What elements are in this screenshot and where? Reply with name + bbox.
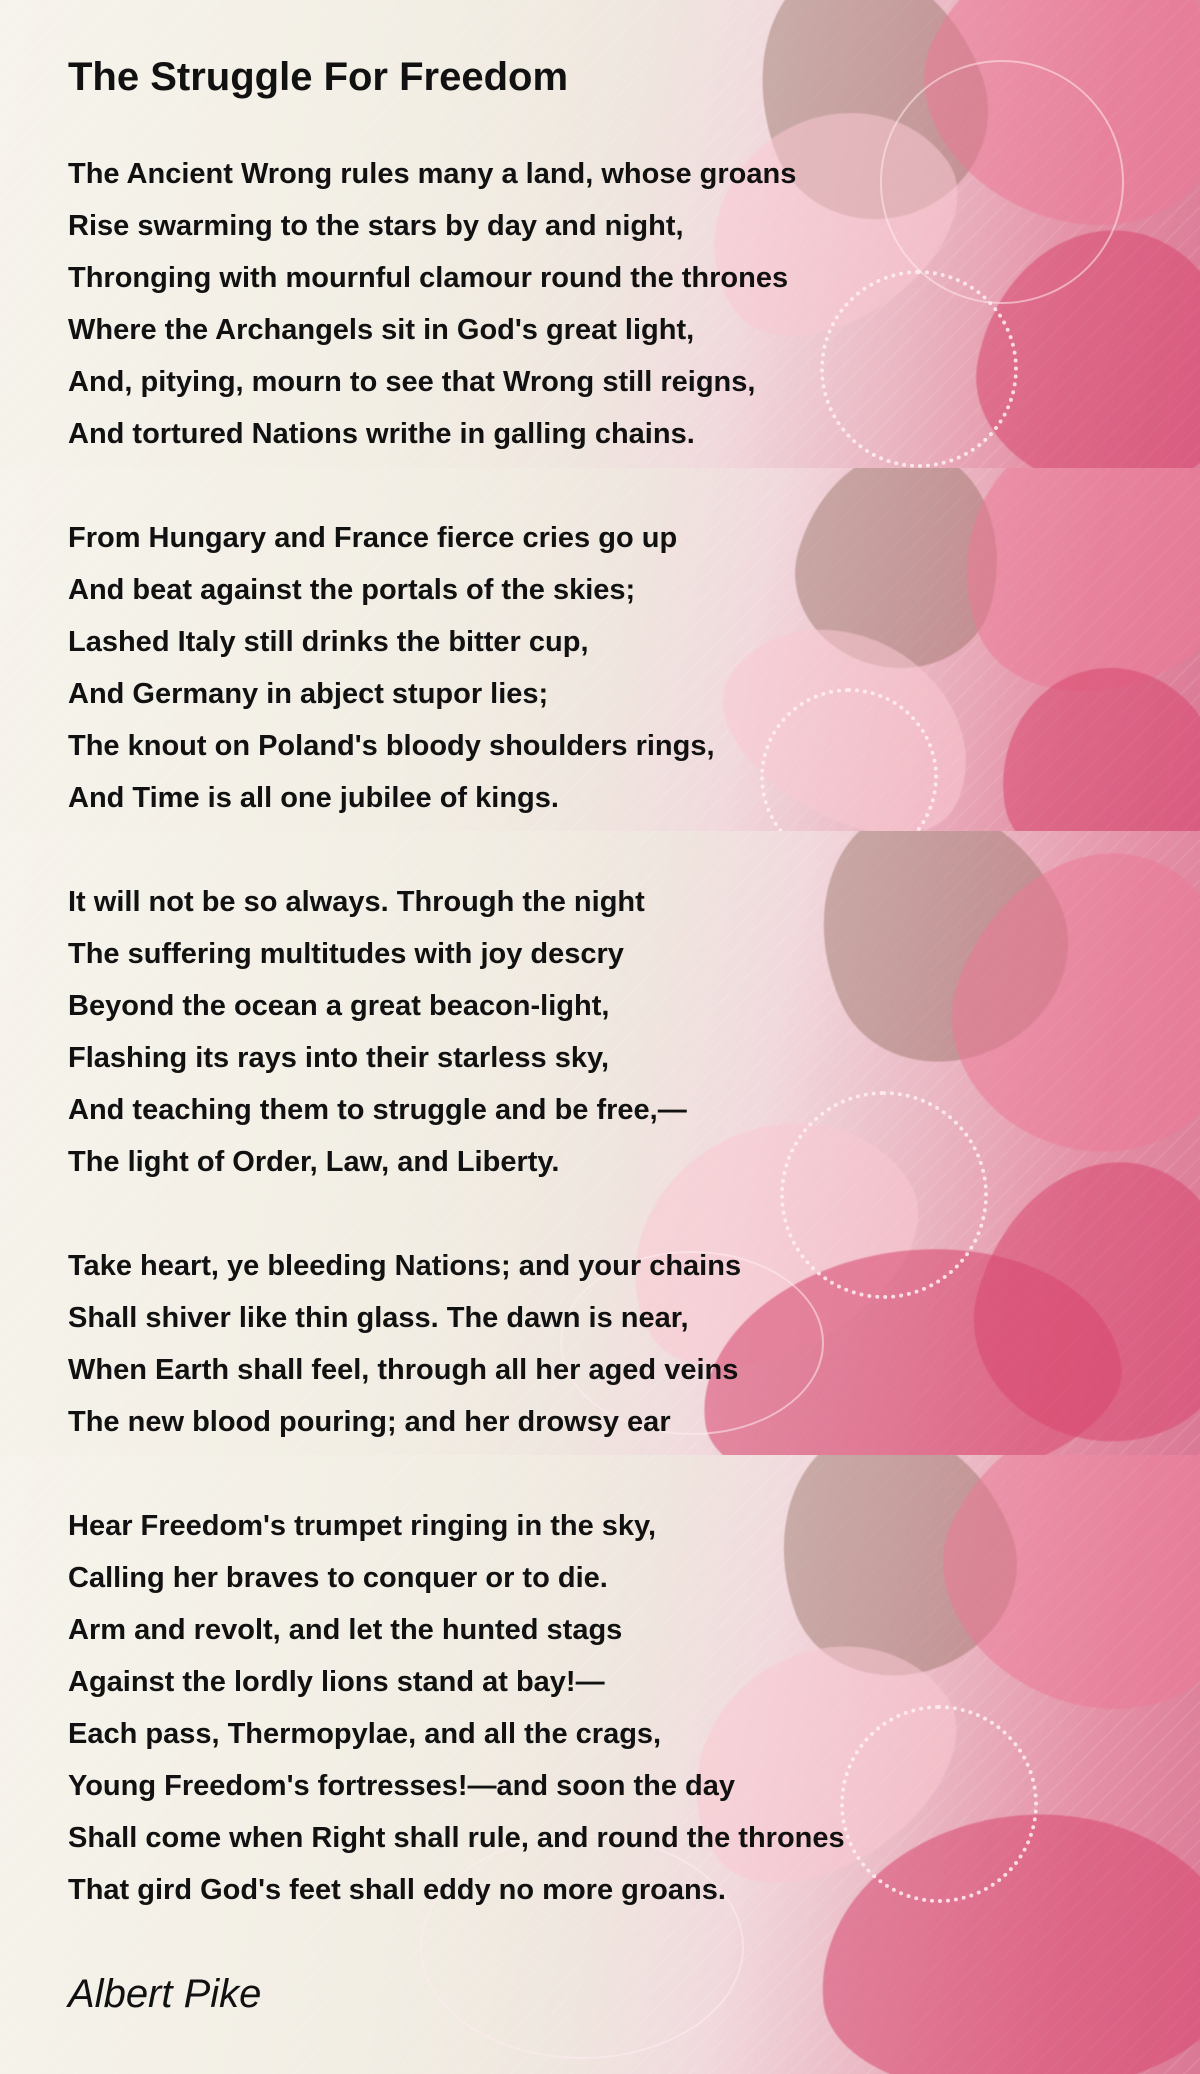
poem-line: Flashing its rays into their starless sky, xyxy=(68,1042,610,1074)
line-swirl xyxy=(880,60,1124,304)
poem-line: The knout on Poland's bloody shoulders rings, xyxy=(68,730,715,762)
poem-line: Calling her braves to conquer or to die. xyxy=(68,1562,608,1594)
dotted-swirl xyxy=(840,1705,1038,1903)
poem-line: Young Freedom's fortresses!—and soon the day xyxy=(68,1770,736,1802)
poem-line: And teaching them to struggle and be free,— xyxy=(68,1094,687,1126)
petal-shape xyxy=(984,650,1200,831)
poem-line: From Hungary and France fierce cries go up xyxy=(68,522,678,554)
poem-line: Arm and revolt, and let the hunted stags xyxy=(68,1614,623,1646)
poem-line: Where the Archangels sit in God's great light, xyxy=(68,314,695,346)
poem-author: Albert Pike xyxy=(68,1972,262,2016)
poem-line: That gird God's feet shall eddy no more groans. xyxy=(68,1874,726,1906)
stanza-3 xyxy=(68,876,687,1188)
poem-line: The new blood pouring; and her drowsy ear xyxy=(68,1406,671,1438)
poem-line: Hear Freedom's trumpet ringing in the sky, xyxy=(68,1510,657,1542)
dotted-swirl xyxy=(780,1091,988,1299)
poem-line: Lashed Italy still drinks the bitter cup, xyxy=(68,626,589,658)
stanza-5 xyxy=(68,1500,845,1916)
poem-line: The light of Order, Law, and Liberty. xyxy=(68,1146,560,1178)
poem-line: It will not be so always. Through the night xyxy=(68,886,645,918)
poem-line: When Earth shall feel, through all her aged veins xyxy=(68,1354,739,1386)
poem-line: Rise swarming to the stars by day and night, xyxy=(68,210,684,242)
stanza-1 xyxy=(68,148,796,460)
poem-line: Thronging with mournful clamour round the thrones xyxy=(68,262,789,294)
poem-line: Against the lordly lions stand at bay!— xyxy=(68,1666,605,1698)
poem-title: The Struggle For Freedom xyxy=(68,55,569,99)
poem-line: And tortured Nations writhe in galling chains. xyxy=(68,418,695,450)
poem-line: Beyond the ocean a great beacon-light, xyxy=(68,990,610,1022)
poem-line: Take heart, ye bleeding Nations; and your chains xyxy=(68,1250,742,1282)
poem-line: Shall shiver like thin glass. The dawn is near, xyxy=(68,1302,689,1334)
poem-line: And Time is all one jubilee of kings. xyxy=(68,782,559,814)
poem-line: Each pass, Thermopylae, and all the crags, xyxy=(68,1718,662,1750)
poem-line: The Ancient Wrong rules many a land, whose groans xyxy=(68,158,797,190)
stanza-4 xyxy=(68,1240,741,1448)
stanza-2 xyxy=(68,512,715,824)
poem-line: And, pitying, mourn to see that Wrong still reigns, xyxy=(68,366,756,398)
poem-line: The suffering multitudes with joy descry xyxy=(68,938,624,970)
poem-line: And Germany in abject stupor lies; xyxy=(68,678,549,710)
poem-line: Shall come when Right shall rule, and round the thrones xyxy=(68,1822,845,1854)
poem-line: And beat against the portals of the skies; xyxy=(68,574,636,606)
